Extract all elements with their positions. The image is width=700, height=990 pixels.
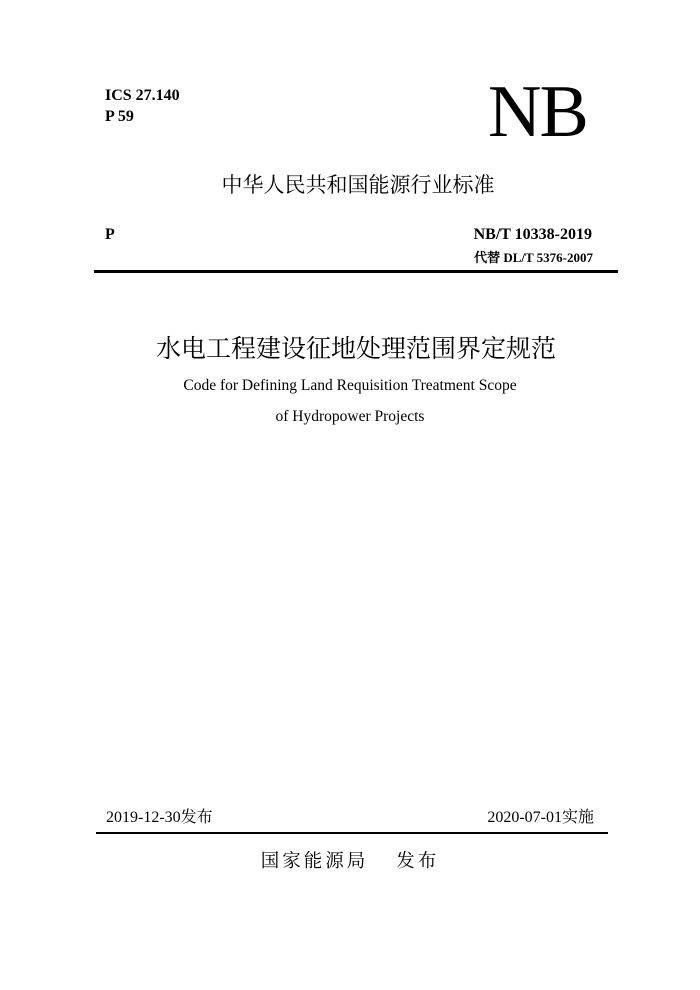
- title-english-line2: of Hydropower Projects: [275, 408, 425, 425]
- title-chinese: 水电工程建设征地处理范围界定规范: [155, 334, 556, 363]
- issue-date: 2019-12-30发布: [106, 809, 213, 826]
- ics-code: ICS 27.140: [105, 87, 180, 104]
- top-divider: [94, 270, 618, 273]
- effective-date: 2020-07-01实施: [487, 809, 594, 826]
- bottom-divider: [96, 832, 608, 834]
- nb-logo: NB: [488, 71, 587, 153]
- standard-category: 中华人民共和国能源行业标准: [221, 173, 495, 197]
- p-code: P: [105, 226, 115, 243]
- standard-number: NB/T 10338-2019: [473, 226, 592, 243]
- replaces-standard: 代替 DL/T 5376-2007: [474, 250, 593, 265]
- publisher-line: [0, 848, 700, 876]
- publisher-name: 国家能源局: [260, 851, 369, 872]
- publish-label: 发布: [396, 851, 440, 872]
- title-english-line1: Code for Defining Land Requisition Treatment Scope: [183, 377, 517, 394]
- classification-code: P 59: [105, 108, 134, 125]
